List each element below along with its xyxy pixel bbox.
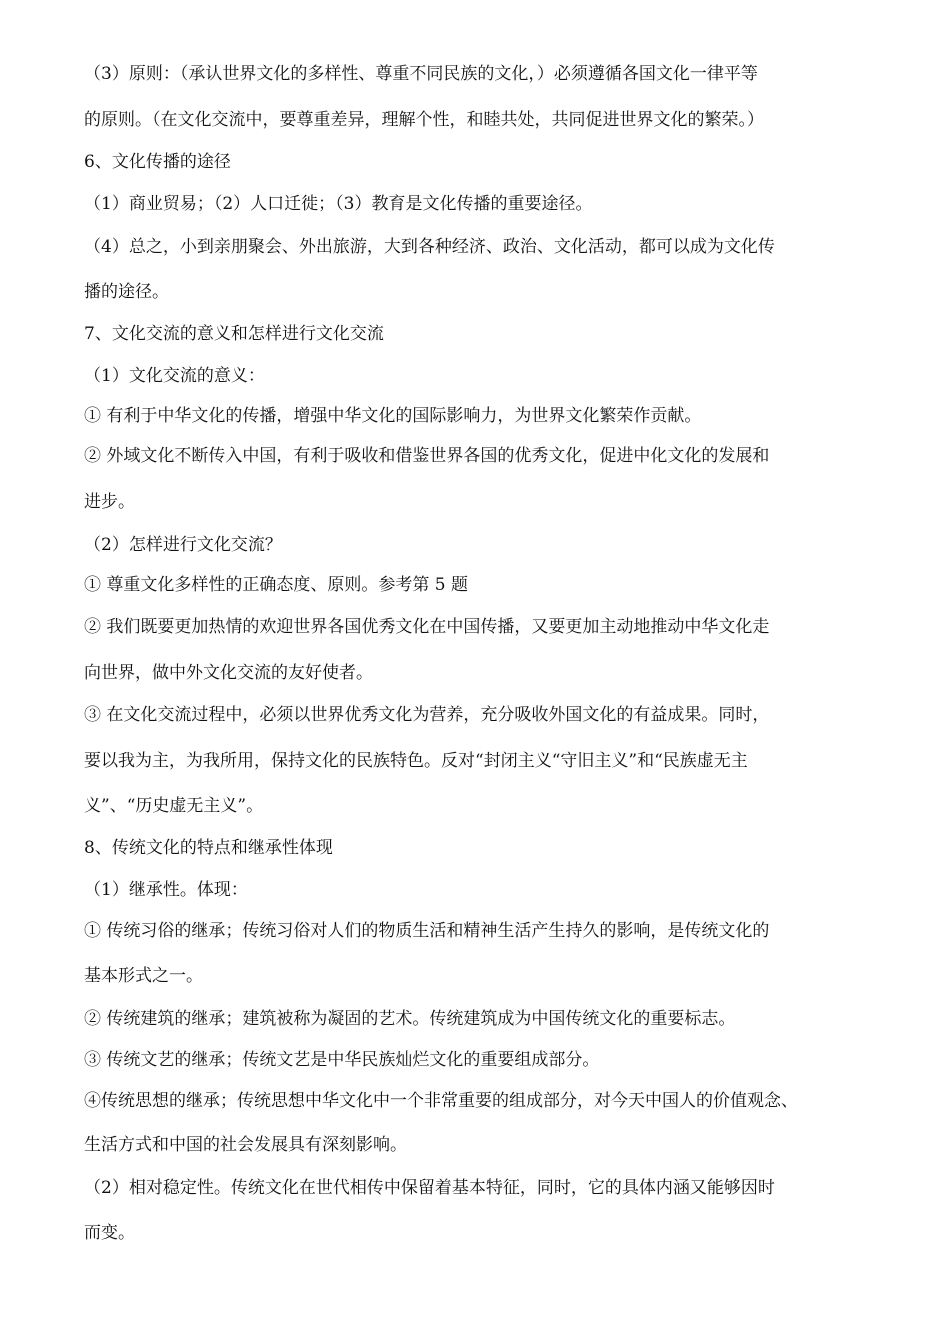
text-line: 义”、“历史虚无主义”。 <box>84 796 264 816</box>
text-line: （4）总之，小到亲朋聚会、外出旅游，大到各种经济、政治、文化活动，都可以成为文化传 <box>84 237 775 257</box>
text-line: ① 有利于中华文化的传播，增强中华文化的国际影响力，为世界文化繁荣作贡献。 <box>84 406 702 426</box>
subheading: （2）怎样进行文化交流？ <box>84 535 282 555</box>
text-line: 生活方式和中国的社会发展具有深刻影响。 <box>84 1135 407 1155</box>
text-line: ③ 传统文艺的继承；传统文艺是中华民族灿烂文化的重要组成部分。 <box>84 1050 600 1070</box>
text-line: ② 外域文化不断传入中国，有利于吸收和借鉴世界各国的优秀文化，促进中化文化的发展和 <box>84 446 770 466</box>
text-line: 的原则。（在文化交流中，要尊重差异，理解个性，和睦共处，共同促进世界文化的繁荣。） <box>84 110 764 130</box>
text-line: （3）原则：（承认世界文化的多样性、尊重不同民族的文化，）必须遵循各国文化一律平等 <box>84 64 758 84</box>
text-line: 要以我为主，为我所用，保持文化的民族特色。反对“封闭主义“守旧主义”和“民族虚无主 <box>84 751 748 771</box>
section-heading: 8、传统文化的特点和继承性体现 <box>84 838 333 858</box>
text-line: 基本形式之一。 <box>84 966 203 986</box>
text-line: 向世界，做中外文化交流的友好使者。 <box>84 663 373 683</box>
text-line: 播的途径。 <box>84 282 169 302</box>
section-heading: 7、文化交流的意义和怎样进行文化交流 <box>84 324 384 344</box>
subheading: （1）继承性。体现： <box>84 880 248 900</box>
subheading: （1）文化交流的意义： <box>84 366 265 386</box>
text-line: ① 尊重文化多样性的正确态度、原则。参考第 5 题 <box>84 575 469 595</box>
text-line: 进步。 <box>84 492 135 512</box>
section-heading: 6、文化传播的途径 <box>84 152 231 172</box>
text-line: 而变。 <box>84 1223 135 1243</box>
text-line: ② 我们既要更加热情的欢迎世界各国优秀文化在中国传播，又要更加主动地推动中华文化走 <box>84 617 770 637</box>
text-line: ④传统思想的继承；传统思想中华文化中一个非常重要的组成部分，对今天中国人的价值观念、 <box>84 1091 798 1111</box>
text-line: ① 传统习俗的继承；传统习俗对人们的物质生活和精神生活产生持久的影响，是传统文化的 <box>84 921 770 941</box>
text-line: （2）相对稳定性。传统文化在世代相传中保留着基本特征，同时，它的具体内涵又能够因时 <box>84 1178 775 1198</box>
text-line: ③ 在文化交流过程中，必须以世界优秀文化为营养，充分吸收外国文化的有益成果。同时， <box>84 705 770 725</box>
text-line: ② 传统建筑的继承；建筑被称为凝固的艺术。传统建筑成为中国传统文化的重要标志。 <box>84 1009 736 1029</box>
text-line: （1）商业贸易；（2）人口迁徙；（3）教育是文化传播的重要途径。 <box>84 194 593 214</box>
